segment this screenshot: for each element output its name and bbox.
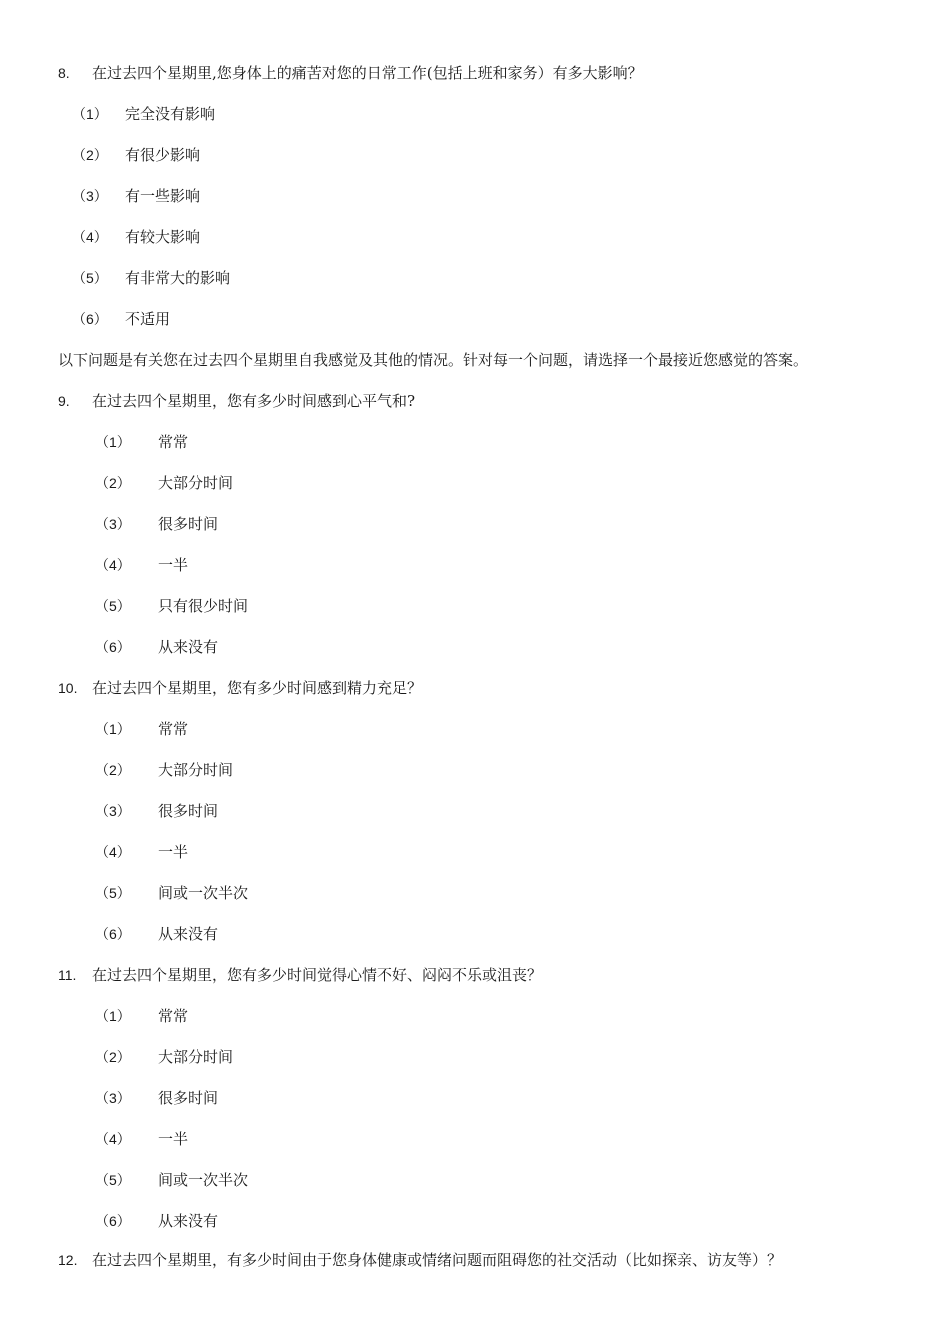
option-number: （4） — [72, 229, 108, 245]
option-number: （3） — [72, 188, 108, 204]
option-label: 从来没有 — [158, 925, 219, 943]
option-label: 常常 — [158, 1007, 189, 1025]
option-number: （3） — [95, 803, 131, 819]
option-label: 很多时间 — [158, 515, 219, 533]
question-number: 10. — [58, 680, 78, 696]
option-number: （3） — [95, 1090, 131, 1106]
option-number: （6） — [72, 311, 108, 327]
option-label: 从来没有 — [158, 638, 219, 656]
option-number: （5） — [95, 1172, 131, 1188]
option-label: 大部分时间 — [158, 474, 234, 492]
option-number: （6） — [95, 639, 131, 655]
question-text: 在过去四个星期里，您有多少时间觉得心情不好、闷闷不乐或沮丧？ — [92, 966, 543, 984]
question-number: 9. — [58, 393, 70, 409]
option-number: （2） — [72, 147, 108, 163]
question-text: 在过去四个星期里,您身体上的痛苦对您的日常工作(包括上班和家务）有多大影响？ — [92, 64, 643, 82]
option-label: 有很少影响 — [125, 146, 201, 164]
question-number: 12. — [58, 1252, 78, 1268]
option-number: （5） — [95, 598, 131, 614]
section-note-text: 以下问题是有关您在过去四个星期里自我感觉及其他的情况。针对每一个问题，请选择一个最接近您感觉的答案。 — [58, 351, 809, 369]
option-label: 一半 — [158, 556, 189, 574]
option-number: （1） — [72, 106, 108, 122]
option-label: 有一些影响 — [125, 187, 201, 205]
question-text: 在过去四个星期里，有多少时间由于您身体健康或情绪问题而阻碍您的社交活动（比如探亲、访友等）？ — [92, 1251, 783, 1269]
option-number: （6） — [95, 926, 131, 942]
option-number: （6） — [95, 1213, 131, 1229]
option-label: 一半 — [158, 843, 189, 861]
option-number: （1） — [95, 1008, 131, 1024]
option-label: 间或一次半次 — [158, 884, 249, 902]
option-label: 常常 — [158, 720, 189, 738]
question-number: 8. — [58, 65, 70, 81]
option-label: 有非常大的影响 — [125, 269, 231, 287]
question-text: 在过去四个星期里，您有多少时间感到精力充足？ — [92, 679, 423, 697]
option-number: （5） — [95, 885, 131, 901]
option-number: （2） — [95, 475, 131, 491]
option-label: 常常 — [158, 433, 189, 451]
option-label: 一半 — [158, 1130, 189, 1148]
option-label: 不适用 — [125, 310, 171, 328]
option-number: （5） — [72, 270, 108, 286]
option-number: （2） — [95, 1049, 131, 1065]
option-label: 只有很少时间 — [158, 597, 249, 615]
option-label: 很多时间 — [158, 802, 219, 820]
question-number: 11. — [58, 967, 77, 983]
option-label: 有较大影响 — [125, 228, 201, 246]
option-label: 完全没有影响 — [125, 105, 216, 123]
option-number: （4） — [95, 844, 131, 860]
option-number: （2） — [95, 762, 131, 778]
option-label: 间或一次半次 — [158, 1171, 249, 1189]
option-label: 从来没有 — [158, 1212, 219, 1230]
option-number: （1） — [95, 434, 131, 450]
option-number: （1） — [95, 721, 131, 737]
option-label: 大部分时间 — [158, 761, 234, 779]
option-number: （4） — [95, 557, 131, 573]
option-label: 大部分时间 — [158, 1048, 234, 1066]
option-number: （3） — [95, 516, 131, 532]
question-text: 在过去四个星期里，您有多少时间感到心平气和? — [92, 392, 416, 410]
option-number: （4） — [95, 1131, 131, 1147]
option-label: 很多时间 — [158, 1089, 219, 1107]
